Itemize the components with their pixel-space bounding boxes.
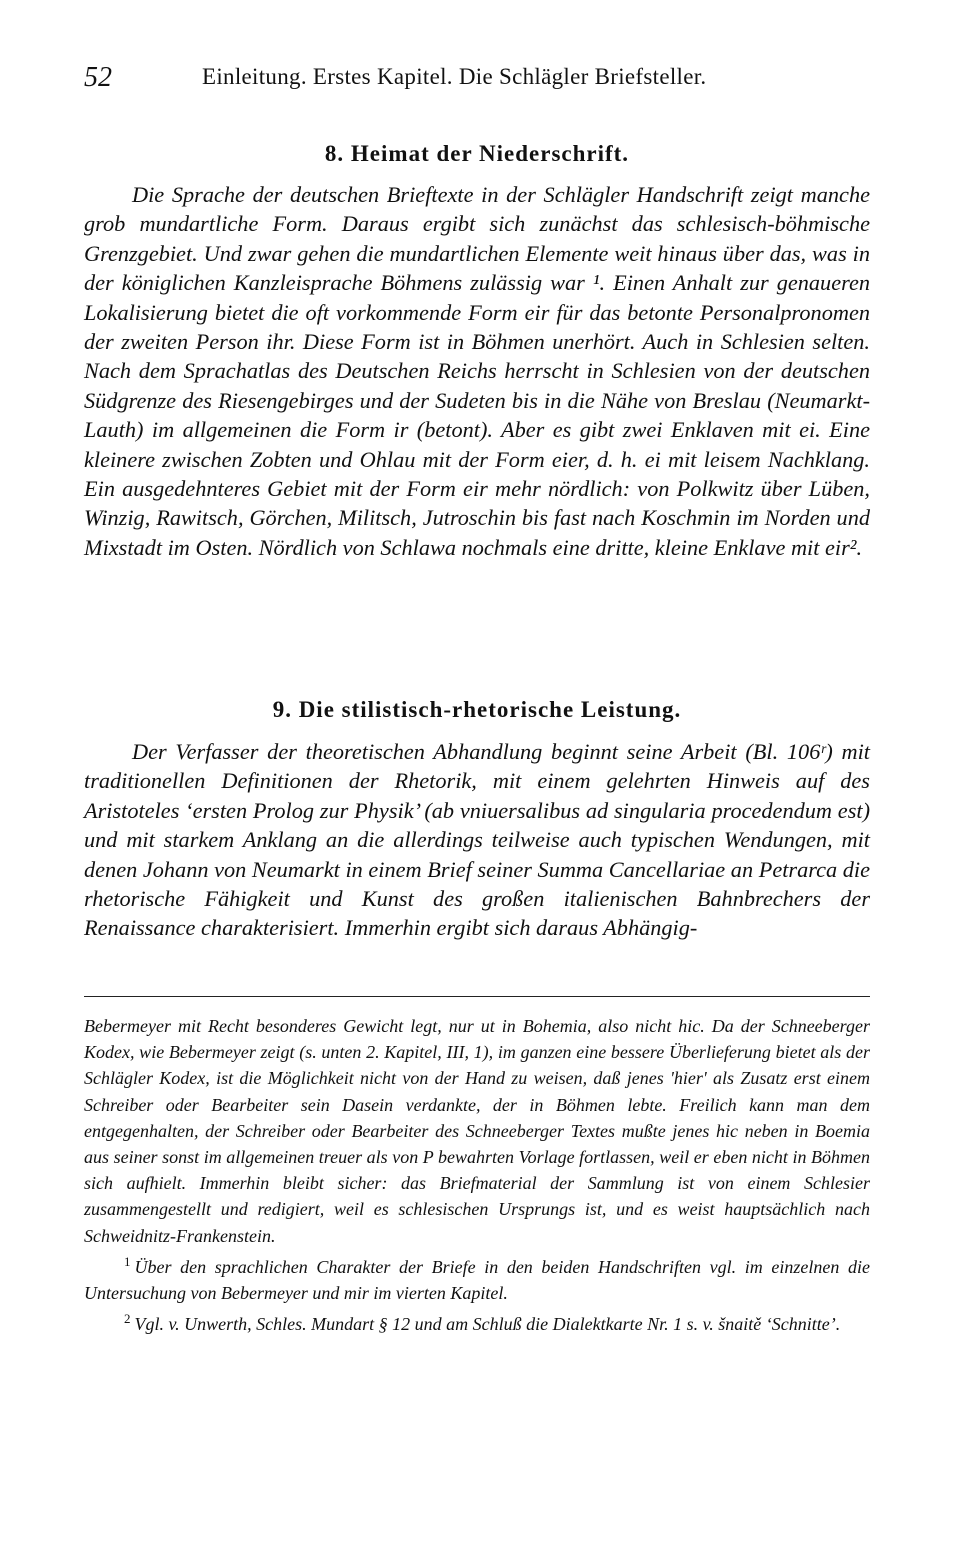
footnotes [84, 1013, 870, 1337]
page-number: 52 [84, 62, 112, 93]
section-8-heading: 8. Heimat der Niederschrift. [324, 141, 630, 166]
page-header [84, 62, 884, 98]
footnote-2 [84, 1306, 870, 1337]
footnote-text: Über den sprachlichen Charakter der Briefe in den beiden Handschriften vgl. im einzelnen die Untersuchung von Bebermeyer und mir im vierten Kapitel. [84, 1256, 870, 1304]
section-8-paragraph: Die Sprache der deutschen Brieftexte in der Schlägler Handschrift zeigt manche grob mundartliche Form. Daraus ergibt sich zunächst das schlesisch-böhmische Grenzgebiet. Und zwar gehen die mundartlichen Elemente weit hinaus über das, was in der königlichen Kanzleisprache Böhmens zulässig war ¹. Einen Anhalt zur genaueren Lokalisierung bietet die oft vorkommende Form eir für das betonte Personalpronomen der zweiten Person ihr. Diese Form ist in Böhmen unerhört. Auch in Schlesien selten. Nach dem Sprachatlas des Deutschen Reichs herrscht in Schlesien von der deutschen Südgrenze des Riesengebirges und der Sudeten bis in die Nähe von Breslau (Neumarkt-Lauth) im allgemeinen die Form ir (betont). Aber es gibt zwei Enklaven mit ei. Eine kleinere zwischen Zobten und Ohlau mit der Form eier, d. h. ei mit leisem Nachklang. Ein ausgedehnteres Gebiet mit der Form eir mehr nördlich: von Polkwitz über Lüben, Winzig, Rawitsch, Görchen, Militsch, Jutroschin bis fast nach Koschmin im Norden und Mixstadt im Osten. Nördlich von Schlawa nochmals eine dritte, kleine Enklave mit eir². [84, 182, 870, 560]
footnote-text: Bebermeyer mit Recht besonderes Gewicht legt, nur ut in Bohemia, also nicht hic. Da der Schneeberger Kodex, wie Bebermeyer zeigt (s. unten 2. Kapitel, III, 1), im ganzen eine bessere Überlieferung bietet als der Schlägler Kodex, ist die Möglichkeit nicht von der Hand zu weisen, daß jenes 'hier' als Zusatz erst einem Schreiber oder Bearbeiter sein Dasein verdankte, der in Böhmen lebte. Freilich kann man dem entgegenhalten, der Schreiber oder Bearbeiter des Schneeberger Textes mußte jenes hic neben in Boemia aus seiner sonst im allgemeinen treuer als von P bewahrten Vorlage fortlassen, weil er eben nicht in Böhmen sich aufhielt. Immerhin bleibt sicher: das Briefmaterial der Sammlung ist von einem Schlesier zusammengestellt und redigiert, weil es schlesischen Ursprungs ist, und es weist hauptsächlich nach Schweidnitz-Frankenstein. [84, 1016, 870, 1246]
section-9-paragraph: Der Verfasser der theoretischen Abhandlung beginnt seine Arbeit (Bl. 106ʳ) mit traditionellen Definitionen der Rhetorik, mit einem gelehrten Hinweis auf des Aristoteles ‘ersten Prolog zur Physik’ (ab vniuersalibus ad singularia procedendum est) und mit starkem Anklang an die allerdings teilweise auch typischen Wendungen, mit denen Johann von Neumarkt in einem Brief seiner Summa Cancellariae an Petrarca die rhetorische Fähigkeit und Kunst des großen italienischen Bahnbrechers der Renaissance charakterisiert. Immerhin ergibt sich daraus Abhängig- [84, 739, 870, 941]
section-9-heading: 9. Die stilistisch-rhetorische Leistung. [272, 697, 682, 722]
footnote-divider [84, 996, 870, 997]
footnote-marker: 2 [124, 1311, 131, 1327]
running-head: Einleitung. Erstes Kapitel. Die Schlägler Briefsteller. [202, 64, 707, 89]
footnote-1 [84, 1249, 870, 1306]
footnote-marker: 1 [124, 1253, 131, 1269]
footnote-continuation [84, 1013, 870, 1249]
footnote-text: Vgl. v. Unwerth, Schles. Mundart § 12 und am Schluß die Dialektkarte Nr. 1 s. v. šnaitě ‘Schnitte’. [134, 1314, 841, 1335]
